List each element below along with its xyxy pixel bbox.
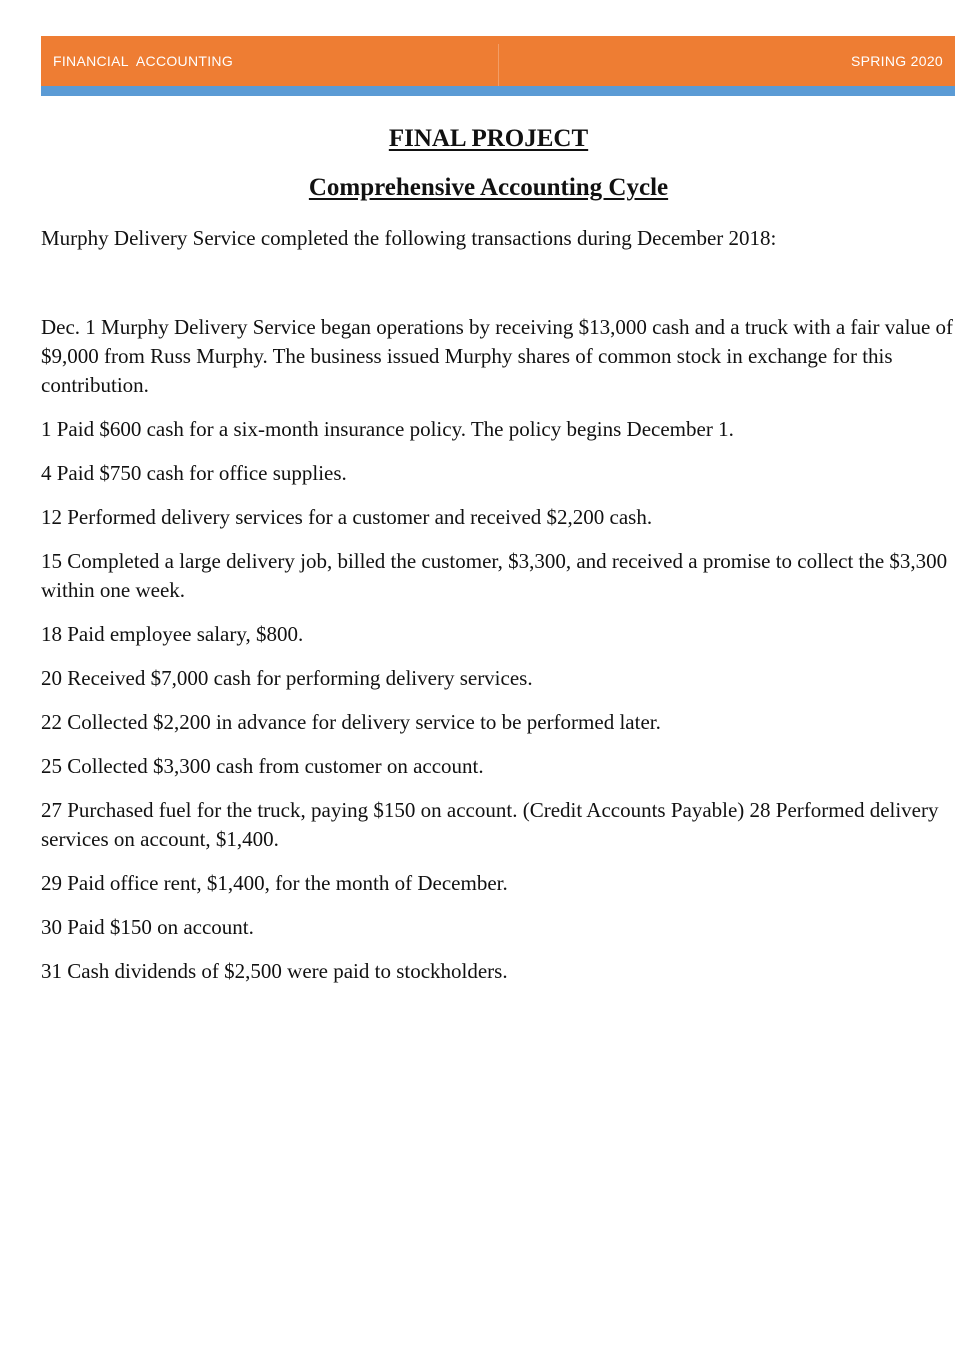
header-band [41,36,955,86]
transaction-item: 12 Performed delivery services for a customer and received $2,200 cash. [41,505,653,529]
transaction-item: 4 Paid $750 cash for office supplies. [41,461,347,485]
transaction-item: 22 Collected $2,200 in advance for delivery service to be performed later. [41,710,661,734]
page-subtitle: Comprehensive Accounting Cycle [308,174,669,201]
transaction-item: 18 Paid employee salary, $800. [41,622,304,646]
term-label: SPRING 2020 [850,53,943,69]
page-title: FINAL PROJECT [388,125,589,152]
transaction-item: 31 Cash dividends of $2,500 were paid to stockholders. [41,959,508,983]
header-divider [498,44,499,86]
transaction-item: 25 Collected $3,300 cash from customer on account. [41,754,484,778]
transaction-item: Dec. 1 Murphy Delivery Service began operations by receiving $13,000 cash and a truck with a fair value of $9,000 from Russ Murphy. The business issued Murphy shares of common stock in exchange for this contribution. [41,315,954,397]
transaction-item: 27 Purchased fuel for the truck, paying $150 on account. (Credit Accounts Payable) 28 Performed delivery services on account, $1,400. [41,798,939,851]
transaction-item: 30 Paid $150 on account. [41,915,254,939]
transaction-item: 20 Received $7,000 cash for performing delivery services. [41,666,533,690]
transaction-item: 1 Paid $600 cash for a six-month insurance policy. The policy begins December 1. [41,417,734,441]
intro-paragraph: Murphy Delivery Service completed the following transactions during December 2018: [41,226,777,250]
course-label: FINANCIAL ACCOUNTING [53,53,234,69]
document-body [41,224,957,1001]
transaction-item: 29 Paid office rent, $1,400, for the month of December. [41,871,508,895]
header-accent-bar [41,86,955,96]
transaction-item: 15 Completed a large delivery job, billed the customer, $3,300, and received a promise to collect the $3,300 within one week. [41,549,948,602]
